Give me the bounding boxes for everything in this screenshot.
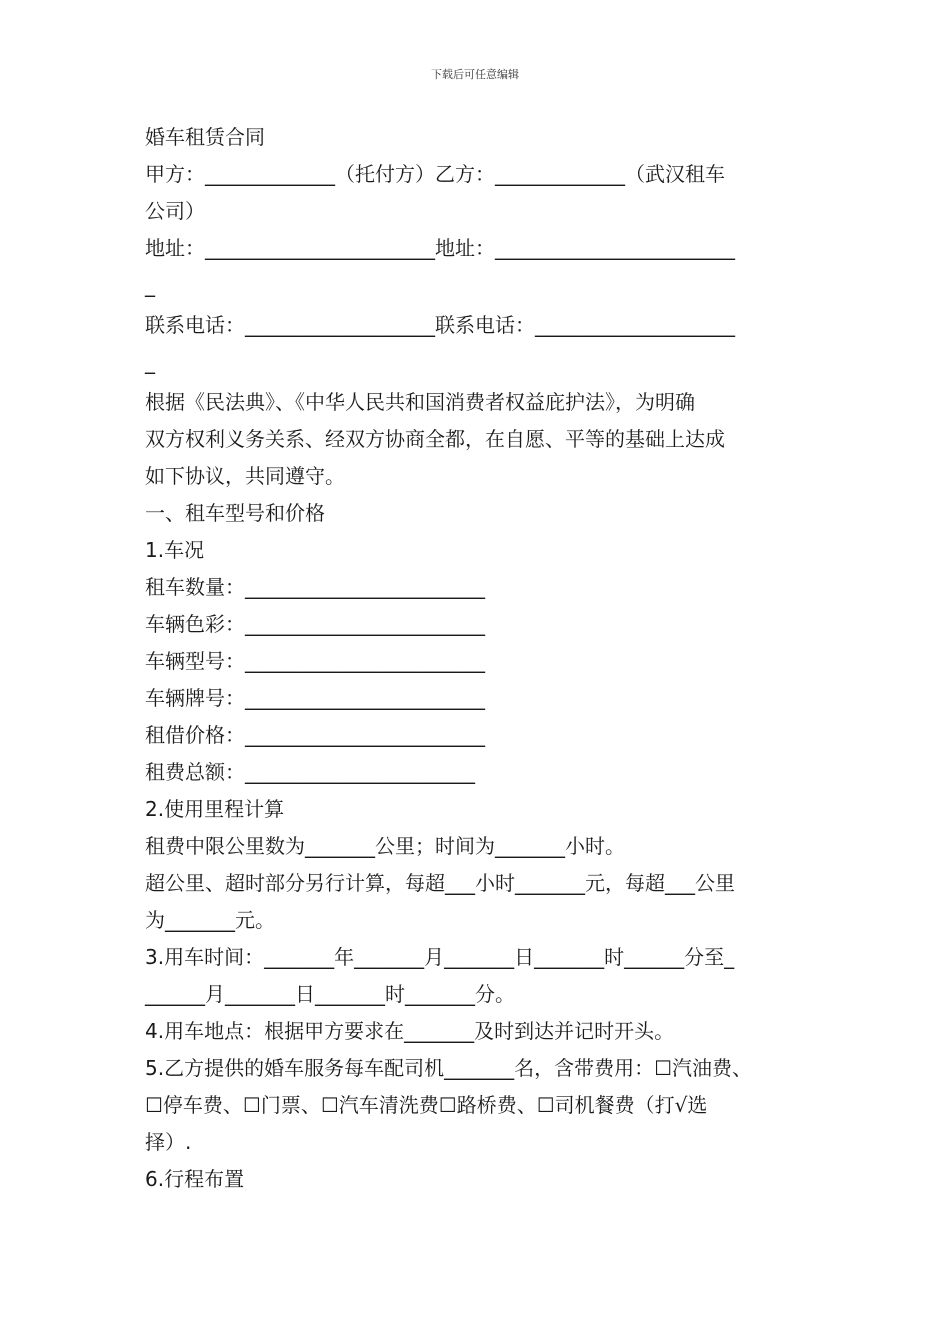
driver-fee-line: 5.乙方提供的婚车服务每车配司机_______名，含带费用：☐汽油费、 bbox=[145, 1056, 753, 1080]
address-line: 地址：_______________________地址：________________________ bbox=[145, 236, 735, 260]
preamble-line-2: 双方权利义务关系、经双方协商全都，在自愿、平等的基础上达成 bbox=[145, 427, 725, 451]
usage-location-line: 4.用车地点：根据甲方要求在_______及时到达并记时开头。 bbox=[145, 1019, 675, 1043]
page-header-note: 下载后可任意编辑 bbox=[431, 68, 519, 81]
preamble-line-1: 根据《民法典》、《中华人民共和国消费者权益庇护法》，为明确 bbox=[145, 390, 695, 414]
rental-price-field: 租借价格：________________________ bbox=[145, 723, 485, 747]
rental-quantity-field: 租车数量：________________________ bbox=[145, 575, 485, 599]
section-heading: 一、租车型号和价格 bbox=[145, 501, 325, 525]
usage-time-line-cont: ______月_______日_______时_______分。 bbox=[145, 982, 515, 1006]
rental-total-field: 租费总额：_______________________ bbox=[145, 760, 475, 784]
subsection-heading: 2.使用里程计算 bbox=[145, 797, 285, 821]
vehicle-plate-field: 车辆牌号：________________________ bbox=[145, 686, 485, 710]
contract-body bbox=[145, 119, 825, 1198]
driver-fee-line-cont: ☐停车费、☐门票、☐汽车清洗费☐路桥费、☐司机餐费（打√选 bbox=[145, 1093, 708, 1117]
overtime-line-cont: 为_______元。 bbox=[145, 908, 275, 932]
overtime-line: 超公里、超时部分另行计算，每超___小时_______元，每超___公里 bbox=[145, 871, 735, 895]
party-line-cont: 公司） bbox=[145, 199, 205, 223]
phone-line-cont: _ bbox=[145, 350, 155, 374]
subsection-heading: 1.车况 bbox=[145, 538, 205, 562]
party-line: 甲方：_____________（托付方）乙方：_____________（武汉租车 bbox=[145, 162, 725, 186]
address-line-cont: _ bbox=[145, 273, 155, 297]
contract-title: 婚车租赁合同 bbox=[145, 125, 265, 149]
phone-line: 联系电话：___________________联系电话：____________________ bbox=[145, 313, 735, 337]
subsection-heading: 6.行程布置 bbox=[145, 1167, 245, 1191]
vehicle-model-field: 车辆型号：________________________ bbox=[145, 649, 485, 673]
usage-time-line: 3.用车时间：_______年_______月_______日_______时______分至_ bbox=[145, 945, 735, 969]
mileage-limit-line: 租费中限公里数为_______公里；时间为_______小时。 bbox=[145, 834, 625, 858]
driver-fee-line-end: 择）. bbox=[145, 1130, 192, 1154]
preamble-line-3: 如下协议，共同遵守。 bbox=[145, 464, 345, 488]
vehicle-color-field: 车辆色彩：________________________ bbox=[145, 612, 485, 636]
